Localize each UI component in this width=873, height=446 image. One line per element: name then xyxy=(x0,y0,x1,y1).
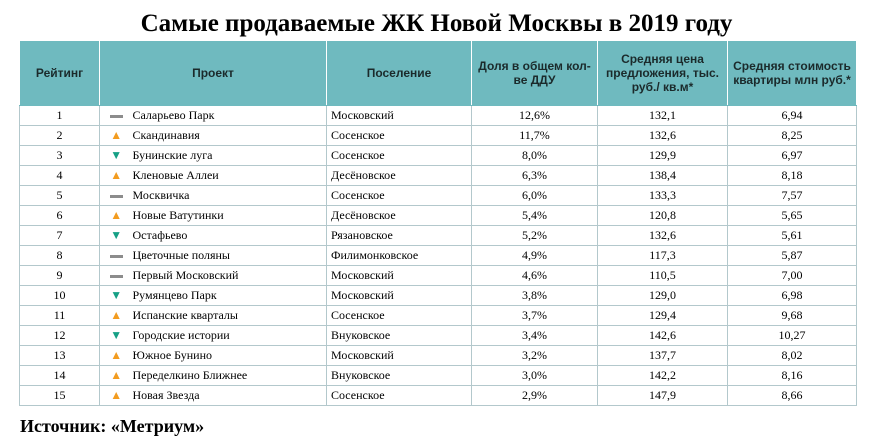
share-cell: 5,4% xyxy=(472,206,598,226)
project-cell: Городские истории xyxy=(133,326,327,346)
settlement-cell: Внуковское xyxy=(327,366,472,386)
project-cell: Скандинавия xyxy=(133,126,327,146)
project-cell: Кленовые Аллеи xyxy=(133,166,327,186)
header-row xyxy=(20,41,857,106)
price-cell: 110,5 xyxy=(598,266,728,286)
trend-up-icon: ▲ xyxy=(110,368,123,382)
trend-up-icon: ▲ xyxy=(110,348,123,362)
rank-cell: 5 xyxy=(20,186,100,206)
share-cell: 4,9% xyxy=(472,246,598,266)
trend-unchanged-icon xyxy=(110,255,123,258)
trend-cell xyxy=(100,166,133,186)
settlement-cell: Московский xyxy=(327,286,472,306)
share-cell: 3,2% xyxy=(472,346,598,366)
rank-cell: 14 xyxy=(20,366,100,386)
trend-up-icon: ▲ xyxy=(110,388,123,402)
project-cell: Южное Бунино xyxy=(133,346,327,366)
table-row xyxy=(20,286,857,306)
cost-cell: 5,61 xyxy=(728,226,857,246)
cost-cell: 6,94 xyxy=(728,106,857,126)
share-cell: 6,3% xyxy=(472,166,598,186)
cost-cell: 5,87 xyxy=(728,246,857,266)
share-cell: 5,2% xyxy=(472,226,598,246)
table-row xyxy=(20,366,857,386)
project-cell: Остафьево xyxy=(133,226,327,246)
project-cell: Москвичка xyxy=(133,186,327,206)
trend-cell xyxy=(100,226,133,246)
settlement-cell: Московский xyxy=(327,106,472,126)
trend-unchanged-icon xyxy=(110,195,123,198)
trend-cell xyxy=(100,206,133,226)
share-cell: 8,0% xyxy=(472,146,598,166)
trend-unchanged-icon xyxy=(110,115,123,118)
project-cell: Новая Звезда xyxy=(133,386,327,406)
header-settlement: Поселение xyxy=(327,41,472,106)
trend-cell xyxy=(100,266,133,286)
rank-cell: 12 xyxy=(20,326,100,346)
rank-cell: 6 xyxy=(20,206,100,226)
price-cell: 147,9 xyxy=(598,386,728,406)
project-cell: Румянцево Парк xyxy=(133,286,327,306)
price-cell: 137,7 xyxy=(598,346,728,366)
trend-cell xyxy=(100,106,133,126)
table-row xyxy=(20,106,857,126)
settlement-cell: Филимонковское xyxy=(327,246,472,266)
project-cell: Первый Московский xyxy=(133,266,327,286)
settlement-cell: Московский xyxy=(327,346,472,366)
settlement-cell: Внуковское xyxy=(327,326,472,346)
table-row xyxy=(20,226,857,246)
rank-cell: 10 xyxy=(20,286,100,306)
table-row xyxy=(20,246,857,266)
cost-cell: 8,18 xyxy=(728,166,857,186)
price-cell: 132,6 xyxy=(598,126,728,146)
header-price: Средняя цена предложения, тыс. руб./ кв.м* xyxy=(598,41,728,106)
header-rank: Рейтинг xyxy=(20,41,100,106)
settlement-cell: Сосенское xyxy=(327,386,472,406)
share-cell: 12,6% xyxy=(472,106,598,126)
cost-cell: 8,66 xyxy=(728,386,857,406)
rank-cell: 8 xyxy=(20,246,100,266)
table-row xyxy=(20,346,857,366)
trend-down-icon: ▼ xyxy=(110,228,123,242)
trend-up-icon: ▲ xyxy=(110,128,123,142)
trend-up-icon: ▲ xyxy=(110,208,123,222)
trend-down-icon: ▼ xyxy=(110,288,123,302)
trend-down-icon: ▼ xyxy=(110,328,123,342)
project-cell: Испанские кварталы xyxy=(133,306,327,326)
settlement-cell: Сосенское xyxy=(327,126,472,146)
rank-cell: 9 xyxy=(20,266,100,286)
cost-cell: 6,98 xyxy=(728,286,857,306)
trend-cell xyxy=(100,246,133,266)
price-cell: 142,6 xyxy=(598,326,728,346)
trend-cell xyxy=(100,326,133,346)
share-cell: 6,0% xyxy=(472,186,598,206)
cost-cell: 6,97 xyxy=(728,146,857,166)
table-row xyxy=(20,386,857,406)
share-cell: 3,0% xyxy=(472,366,598,386)
cost-cell: 8,25 xyxy=(728,126,857,146)
cost-cell: 10,27 xyxy=(728,326,857,346)
project-cell: Саларьево Парк xyxy=(133,106,327,126)
rank-cell: 13 xyxy=(20,346,100,366)
table-row xyxy=(20,126,857,146)
rank-cell: 1 xyxy=(20,106,100,126)
price-cell: 129,4 xyxy=(598,306,728,326)
share-cell: 11,7% xyxy=(472,126,598,146)
trend-down-icon: ▼ xyxy=(110,148,123,162)
table-row xyxy=(20,186,857,206)
cost-cell: 5,65 xyxy=(728,206,857,226)
share-cell: 3,8% xyxy=(472,286,598,306)
price-cell: 133,3 xyxy=(598,186,728,206)
cost-cell: 8,02 xyxy=(728,346,857,366)
share-cell: 3,7% xyxy=(472,306,598,326)
trend-cell xyxy=(100,306,133,326)
trend-unchanged-icon xyxy=(110,275,123,278)
rank-cell: 7 xyxy=(20,226,100,246)
rank-cell: 3 xyxy=(20,146,100,166)
cost-cell: 7,57 xyxy=(728,186,857,206)
table-row xyxy=(20,326,857,346)
rank-cell: 2 xyxy=(20,126,100,146)
settlement-cell: Сосенское xyxy=(327,186,472,206)
page-title: Самые продаваемые ЖК Новой Москвы в 2019 году xyxy=(140,10,733,37)
settlement-cell: Рязановское xyxy=(327,226,472,246)
project-cell: Переделкино Ближнее xyxy=(133,366,327,386)
share-cell: 2,9% xyxy=(472,386,598,406)
price-cell: 138,4 xyxy=(598,166,728,186)
trend-cell xyxy=(100,286,133,306)
rank-cell: 4 xyxy=(20,166,100,186)
rank-cell: 15 xyxy=(20,386,100,406)
project-cell: Бунинские луга xyxy=(133,146,327,166)
price-cell: 132,6 xyxy=(598,226,728,246)
share-cell: 3,4% xyxy=(472,326,598,346)
trend-cell xyxy=(100,146,133,166)
table-row xyxy=(20,146,857,166)
trend-cell xyxy=(100,186,133,206)
trend-up-icon: ▲ xyxy=(110,308,123,322)
price-cell: 120,8 xyxy=(598,206,728,226)
settlement-cell: Московский xyxy=(327,266,472,286)
share-cell: 4,6% xyxy=(472,266,598,286)
trend-cell xyxy=(100,346,133,366)
header-project: Проект xyxy=(100,41,327,106)
cost-cell: 7,00 xyxy=(728,266,857,286)
project-cell: Цветочные поляны xyxy=(133,246,327,266)
settlement-cell: Сосенское xyxy=(327,306,472,326)
header-cost: Средняя стоимость квартиры млн руб.* xyxy=(728,41,857,106)
ranking-table xyxy=(19,40,857,406)
header-share: Доля в общем кол-ве ДДУ xyxy=(472,41,598,106)
price-cell: 129,0 xyxy=(598,286,728,306)
table-row xyxy=(20,206,857,226)
settlement-cell: Сосенское xyxy=(327,146,472,166)
price-cell: 129,9 xyxy=(598,146,728,166)
cost-cell: 9,68 xyxy=(728,306,857,326)
price-cell: 132,1 xyxy=(598,106,728,126)
trend-up-icon: ▲ xyxy=(110,168,123,182)
source-note: Источник: «Метриум» xyxy=(20,416,205,436)
price-cell: 142,2 xyxy=(598,366,728,386)
cost-cell: 8,16 xyxy=(728,366,857,386)
table-row xyxy=(20,266,857,286)
project-cell: Новые Ватутинки xyxy=(133,206,327,226)
trend-cell xyxy=(100,386,133,406)
rank-cell: 11 xyxy=(20,306,100,326)
trend-cell xyxy=(100,366,133,386)
table-row xyxy=(20,166,857,186)
settlement-cell: Десёновское xyxy=(327,206,472,226)
table-row xyxy=(20,306,857,326)
price-cell: 117,3 xyxy=(598,246,728,266)
trend-cell xyxy=(100,126,133,146)
settlement-cell: Десёновское xyxy=(327,166,472,186)
